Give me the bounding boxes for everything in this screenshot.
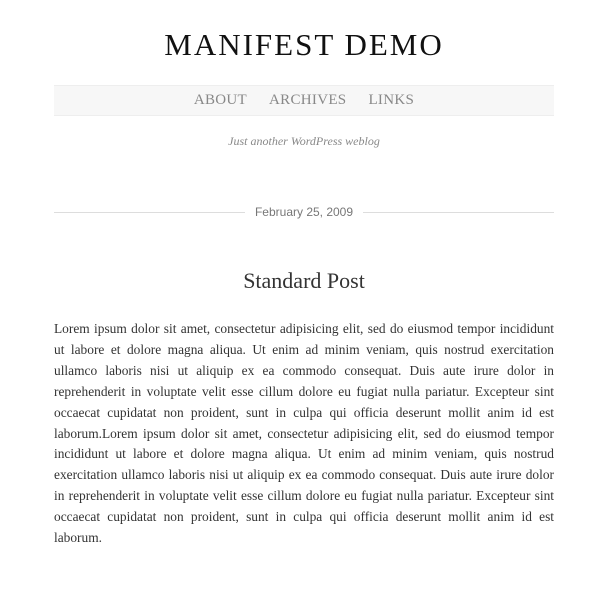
nav-item-archives[interactable]: ARCHIVES — [269, 92, 347, 108]
post-body: Lorem ipsum dolor sit amet, consectetur adipisicing elit, sed do eiusmod tempor incididunt ut labore et dolore magna aliqua. Ut enim ad minim veniam, quis nostrud exercitation ullamco laboris nisi ut aliquip ex ea commodo consequat. Duis aute irure dolor in reprehenderit in voluptate velit esse cillum dolore eu fugiat nulla pariatur. Excepteur sint occaecat cupidatat non proident, sunt in culpa qui officia deserunt mollit anim id est laborum.Lorem ipsum dolor sit amet, consectetur adipisicing elit, sed do eiusmod tempor incididunt ut labore et dolore magna aliqua. Ut enim ad minim veniam, quis nostrud exercitation ullamco laboris nisi ut aliquip ex ea commodo consequat. Duis aute irure dolor in reprehenderit in voluptate velit esse cillum dolore eu fugiat nulla pariatur. Excepteur sint occaecat cupidatat non proident, sunt in culpa qui officia deserunt mollit anim id est laborum. — [54, 321, 554, 546]
main-nav — [54, 85, 554, 116]
date-divider-left — [54, 212, 245, 213]
nav-item-about[interactable]: ABOUT — [193, 92, 248, 108]
post-date-row — [54, 203, 554, 221]
date-divider-right — [363, 212, 554, 213]
site-title[interactable]: MANIFEST DEMO — [164, 27, 444, 62]
post-date: February 25, 2009 — [254, 205, 354, 219]
site-tagline: Just another WordPress weblog — [228, 134, 380, 148]
post-title[interactable]: Standard Post — [243, 268, 365, 293]
nav-item-links[interactable]: LINKS — [368, 92, 415, 108]
